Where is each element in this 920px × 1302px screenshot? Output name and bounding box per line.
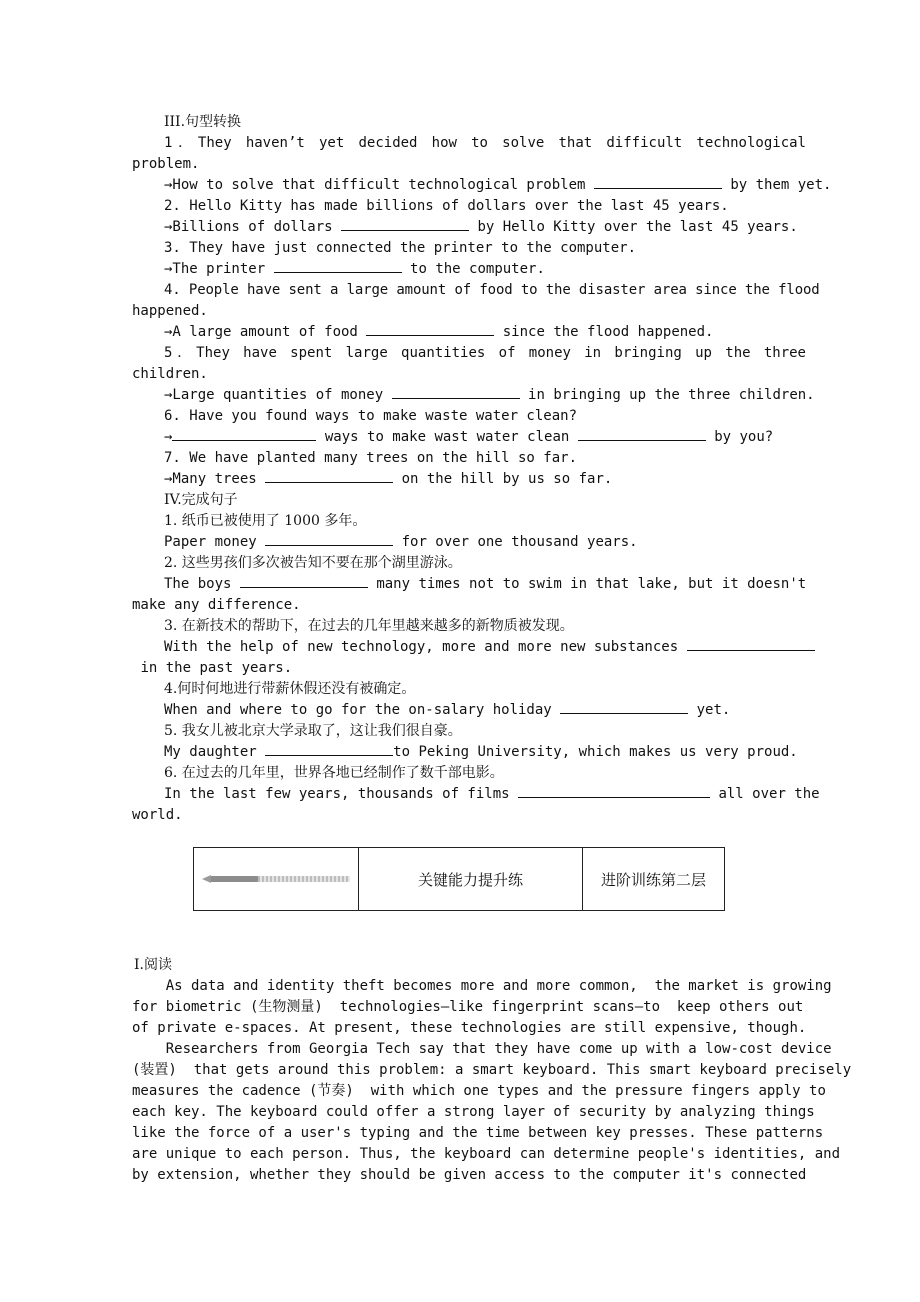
section-heading-iv: IV.完成句子 — [164, 492, 238, 508]
item-6-rewrite-a: → — [164, 429, 173, 445]
s4-item-3-a: With the help of new technology, more and more new substances — [164, 639, 679, 655]
item-3-rewrite-a: →The printer — [164, 261, 266, 277]
answer-blank[interactable] — [265, 469, 393, 483]
banner-pencil-cell — [194, 848, 359, 910]
reading-line: each key. The keyboard could offer a strong layer of security by analyzing things — [132, 1104, 815, 1120]
item-1-question-cont: problem. — [132, 156, 200, 172]
reading-line: are unique to each person. Thus, the keyboard can determine people's identities, and — [132, 1146, 841, 1162]
item-2-question: 2. Hello Kitty has made billions of dollars over the last 45 years. — [164, 198, 729, 214]
reading-line: measures the cadence (节奏) with which one types and the pressure fingers apply to — [132, 1083, 826, 1099]
item-7-question: 7. We have planted many trees on the hill so far. — [164, 450, 578, 466]
item-5-rewrite-b: in bringing up the three children. — [528, 387, 815, 403]
item-3-rewrite — [132, 259, 806, 280]
s4-item-1-b: for over one thousand years. — [401, 534, 638, 550]
answer-blank[interactable] — [687, 637, 815, 651]
s4-item-4-a: When and where to go for the on-salary holiday — [164, 702, 552, 718]
s4-item-2-english-cont: make any difference. — [132, 597, 301, 613]
reading-line: by extension, whether they should be given access to the computer it's connected — [132, 1167, 807, 1183]
item-5-question-cont: children. — [132, 366, 208, 382]
answer-blank[interactable] — [265, 532, 393, 546]
s4-item-2-b: many times not to swim in that lake, but it doesn't — [376, 576, 807, 592]
pencil-icon — [202, 875, 350, 883]
s4-item-2-english — [132, 574, 806, 595]
item-2-rewrite-a: →Billions of dollars — [164, 219, 333, 235]
s4-item-6-chinese: 6. 在过去的几年里，世界各地已经制作了数千部电影。 — [164, 765, 504, 781]
s4-item-1-english — [132, 532, 806, 553]
banner-level: 进阶训练第二层 — [600, 870, 706, 889]
item-7-rewrite-a: →Many trees — [164, 471, 257, 487]
reading-heading: Ⅰ.阅读 — [134, 957, 172, 973]
item-5-question: 5．They have spent large quantities of money in bringing up the three — [164, 345, 806, 361]
reading-line: of private e-spaces. At present, these technologies are still expensive, though. — [132, 1020, 807, 1036]
s4-item-4-english — [132, 700, 806, 721]
reading-line: (装置) that gets around this problem: a smart keyboard. This smart keyboard precisely — [132, 1062, 852, 1078]
s4-item-2-a: The boys — [164, 576, 232, 592]
s4-item-5-b: to Peking University, which makes us very proud. — [393, 744, 798, 760]
banner-title: 关键能力提升练 — [359, 848, 583, 910]
item-1-question: 1．They haven’t yet decided how to solve that difficult technological — [164, 135, 806, 151]
item-5-rewrite-a: →Large quantities of money — [164, 387, 384, 403]
s4-item-1-a: Paper money — [164, 534, 257, 550]
item-4-rewrite — [132, 322, 806, 343]
section-heading-iii: III.句型转换 — [164, 114, 242, 130]
s4-item-3-english-cont — [132, 658, 806, 679]
s4-item-4-chinese: 4.何时何地进行带薪休假还没有被确定。 — [164, 681, 416, 697]
item-5-rewrite — [132, 385, 815, 406]
s4-item-6-b: all over the — [718, 786, 820, 802]
answer-blank[interactable] — [341, 217, 469, 231]
s4-item-6-english — [132, 784, 820, 805]
item-6-rewrite-b: ways to make wast water clean — [324, 429, 570, 445]
item-4-question: 4. People have sent a large amount of food to the disaster area since the flood — [164, 282, 820, 298]
s4-item-2-chinese: 2. 这些男孩们多次被告知不要在那个湖里游泳。 — [164, 555, 462, 571]
s4-item-4-b: yet. — [696, 702, 731, 718]
exercise-page — [132, 112, 832, 826]
reading-line: As data and identity theft becomes more and more common, the market is growing — [132, 978, 832, 994]
item-6-rewrite — [132, 427, 806, 448]
item-6-rewrite-c: by you? — [714, 429, 774, 445]
reading-line: for biometric (生物测量) technologies—like fingerprint scans—to keep others out — [132, 999, 804, 1015]
s4-item-6-a: In the last few years, thousands of films — [164, 786, 510, 802]
item-1-rewrite-b: by them yet. — [730, 177, 832, 193]
answer-blank[interactable] — [265, 742, 393, 756]
reading-line: Researchers from Georgia Tech say that they have come up with a low-cost device — [132, 1041, 832, 1057]
s4-item-3-chinese: 3. 在新技术的帮助下，在过去的几年里越来越多的新物质被发现。 — [164, 618, 574, 634]
section-banner — [193, 847, 725, 911]
s4-item-5-chinese: 5. 我女儿被北京大学录取了，这让我们很自豪。 — [164, 723, 462, 739]
item-2-rewrite — [132, 217, 806, 238]
item-7-rewrite-b: on the hill by us so far. — [401, 471, 613, 487]
reading-section — [132, 955, 852, 1186]
answer-blank[interactable] — [594, 175, 722, 189]
s4-item-3-english — [132, 637, 806, 658]
reading-line: like the force of a user's typing and the time between key presses. These patterns — [132, 1125, 824, 1141]
s4-item-1-chinese: 1. 纸币已被使用了 1000 多年。 — [164, 513, 367, 529]
answer-blank[interactable] — [392, 385, 520, 399]
item-1-rewrite — [132, 175, 832, 196]
item-4-question-cont: happened. — [132, 303, 208, 319]
item-3-rewrite-b: to the computer. — [410, 261, 545, 277]
s4-item-3-c: in the past years. — [140, 660, 293, 676]
s4-item-6-english-cont: world. — [132, 807, 183, 823]
item-1-rewrite-a: →How to solve that difficult technological problem — [164, 177, 586, 193]
s4-item-5-a: My daughter — [164, 744, 257, 760]
answer-blank[interactable] — [172, 427, 316, 441]
answer-blank[interactable] — [518, 784, 710, 798]
item-3-question: 3. They have just connected the printer to the computer. — [164, 240, 637, 256]
answer-blank[interactable] — [560, 700, 688, 714]
item-4-rewrite-a: →A large amount of food — [164, 324, 358, 340]
item-2-rewrite-b: by Hello Kitty over the last 45 years. — [477, 219, 798, 235]
item-6-question: 6. Have you found ways to make waste water clean? — [164, 408, 578, 424]
item-4-rewrite-b: since the flood happened. — [502, 324, 714, 340]
answer-blank[interactable] — [274, 259, 402, 273]
answer-blank[interactable] — [366, 322, 494, 336]
item-7-rewrite — [132, 469, 806, 490]
s4-item-5-english — [132, 742, 806, 763]
answer-blank[interactable] — [240, 574, 368, 588]
answer-blank[interactable] — [578, 427, 706, 441]
